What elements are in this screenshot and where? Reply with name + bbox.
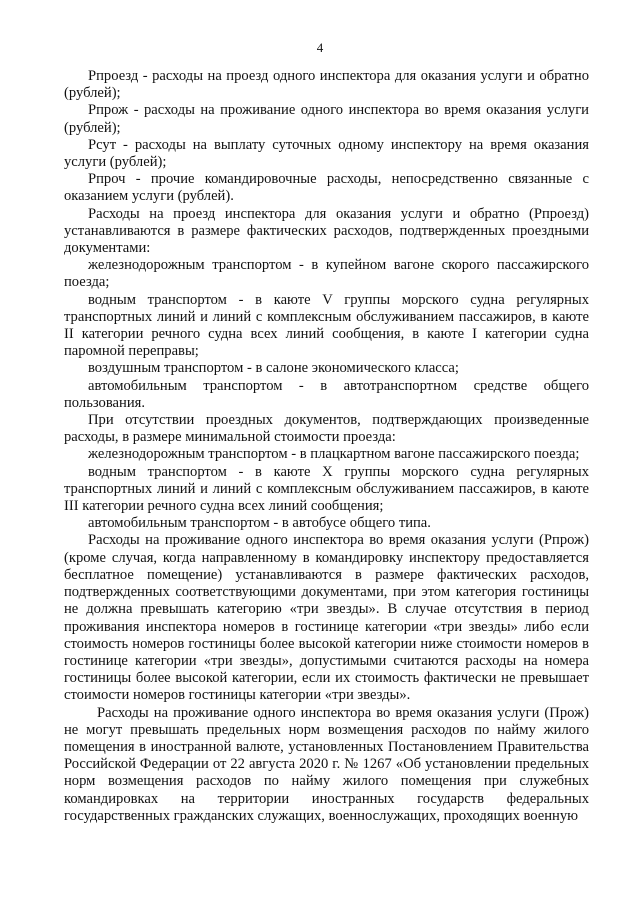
paragraph-water-transport-min: водным транспортом - в каюте X группы морского судна регулярных транспортных линий и линий с комплексным обслуживанием пассажиров, в каюте III категории речного судна всех линий сообщения; (64, 463, 589, 515)
paragraph-travel-expenses: Расходы на проезд инспектора для оказания услуги и обратно (Рпроезд) устанавливаются в размере фактических расходов, подтвержденных проездными документами: (64, 205, 589, 257)
paragraph-water-transport: водным транспортом - в каюте V группы морского судна регулярных транспортных линий и линий с комплексным обслуживанием пассажиров, в каюте II категории речного судна всех линий сообщения, в каюте I категории судна паромной переправы; (64, 291, 589, 360)
paragraph-accommodation-limits: Расходы на проживание одного инспектора во время оказания услуги (Прож) не могут превышать предельных норм возмещения расходов по найму жилого помещения в иностранной валюте, установленных Постановлением Правительства Российской Федерации от 22 августа 2020 г. № 1267 «Об установлении предельных норм возмещения расходов по найму жилого помещения при служебных командировках на территории иностранных государств федеральных государственных гражданских служащих, военнослужащих, проходящих военную (64, 704, 589, 824)
paragraph-no-documents: При отсутствии проездных документов, подтверждающих произведенные расходы, в размере минимальной стоимости проезда: (64, 412, 589, 446)
paragraph-rproch-definition: Рпроч - прочие командировочные расходы, непосредственно связанные с оказанием услуги (рублей). (64, 171, 589, 205)
paragraph-air-transport: воздушным транспортом - в салоне экономического класса; (88, 360, 459, 377)
paragraph-rail-compartment: железнодорожным транспортом - в купейном вагоне скорого пассажирского поезда; (64, 257, 589, 291)
paragraph-rprozh-definition: Рпрож - расходы на проживание одного инспектора во время оказания услуги (рублей); (64, 102, 589, 136)
paragraph-bus: автомобильным транспортом - в автобусе общего типа. (88, 515, 431, 532)
paragraph-rproezd-definition: Рпроезд - расходы на проезд одного инспектора для оказания услуги и обратно (рублей); (64, 68, 589, 102)
paragraph-rail-platzkart: железнодорожным транспортом - в плацкартном вагоне пассажирского поезда; (88, 446, 580, 463)
paragraph-road-transport: автомобильным транспортом - в автотранспортном средстве общего пользования. (64, 377, 589, 411)
page-number: 4 (316, 40, 324, 55)
document-body (64, 68, 589, 825)
paragraph-rsut-definition: Рсут - расходы на выплату суточных одному инспектору на время оказания услуги (рублей); (64, 136, 589, 171)
paragraph-accommodation: Расходы на проживание одного инспектора во время оказания услуги (Рпрож) (кроме случая, когда направленному в командировку инспектору предоставляется бесплатное помещение) устанавливаются в размере фактических расходов, подтвержденных соответствующими документами, при этом категория гостиницы не должна превышать категорию «три звезды». В случае отсутствия в период проживания инспектора номеров в гостинице категории «три звезды» либо если стоимость номеров гостиницы более высокой категории ниже стоимости номеров в гостинице категории «три звезды», допустимыми считаются расходы на номера гостиницы более высокой категории, если их стоимость фактически не превышает стоимости номеров гостиницы категории «три звезды». (64, 532, 589, 704)
